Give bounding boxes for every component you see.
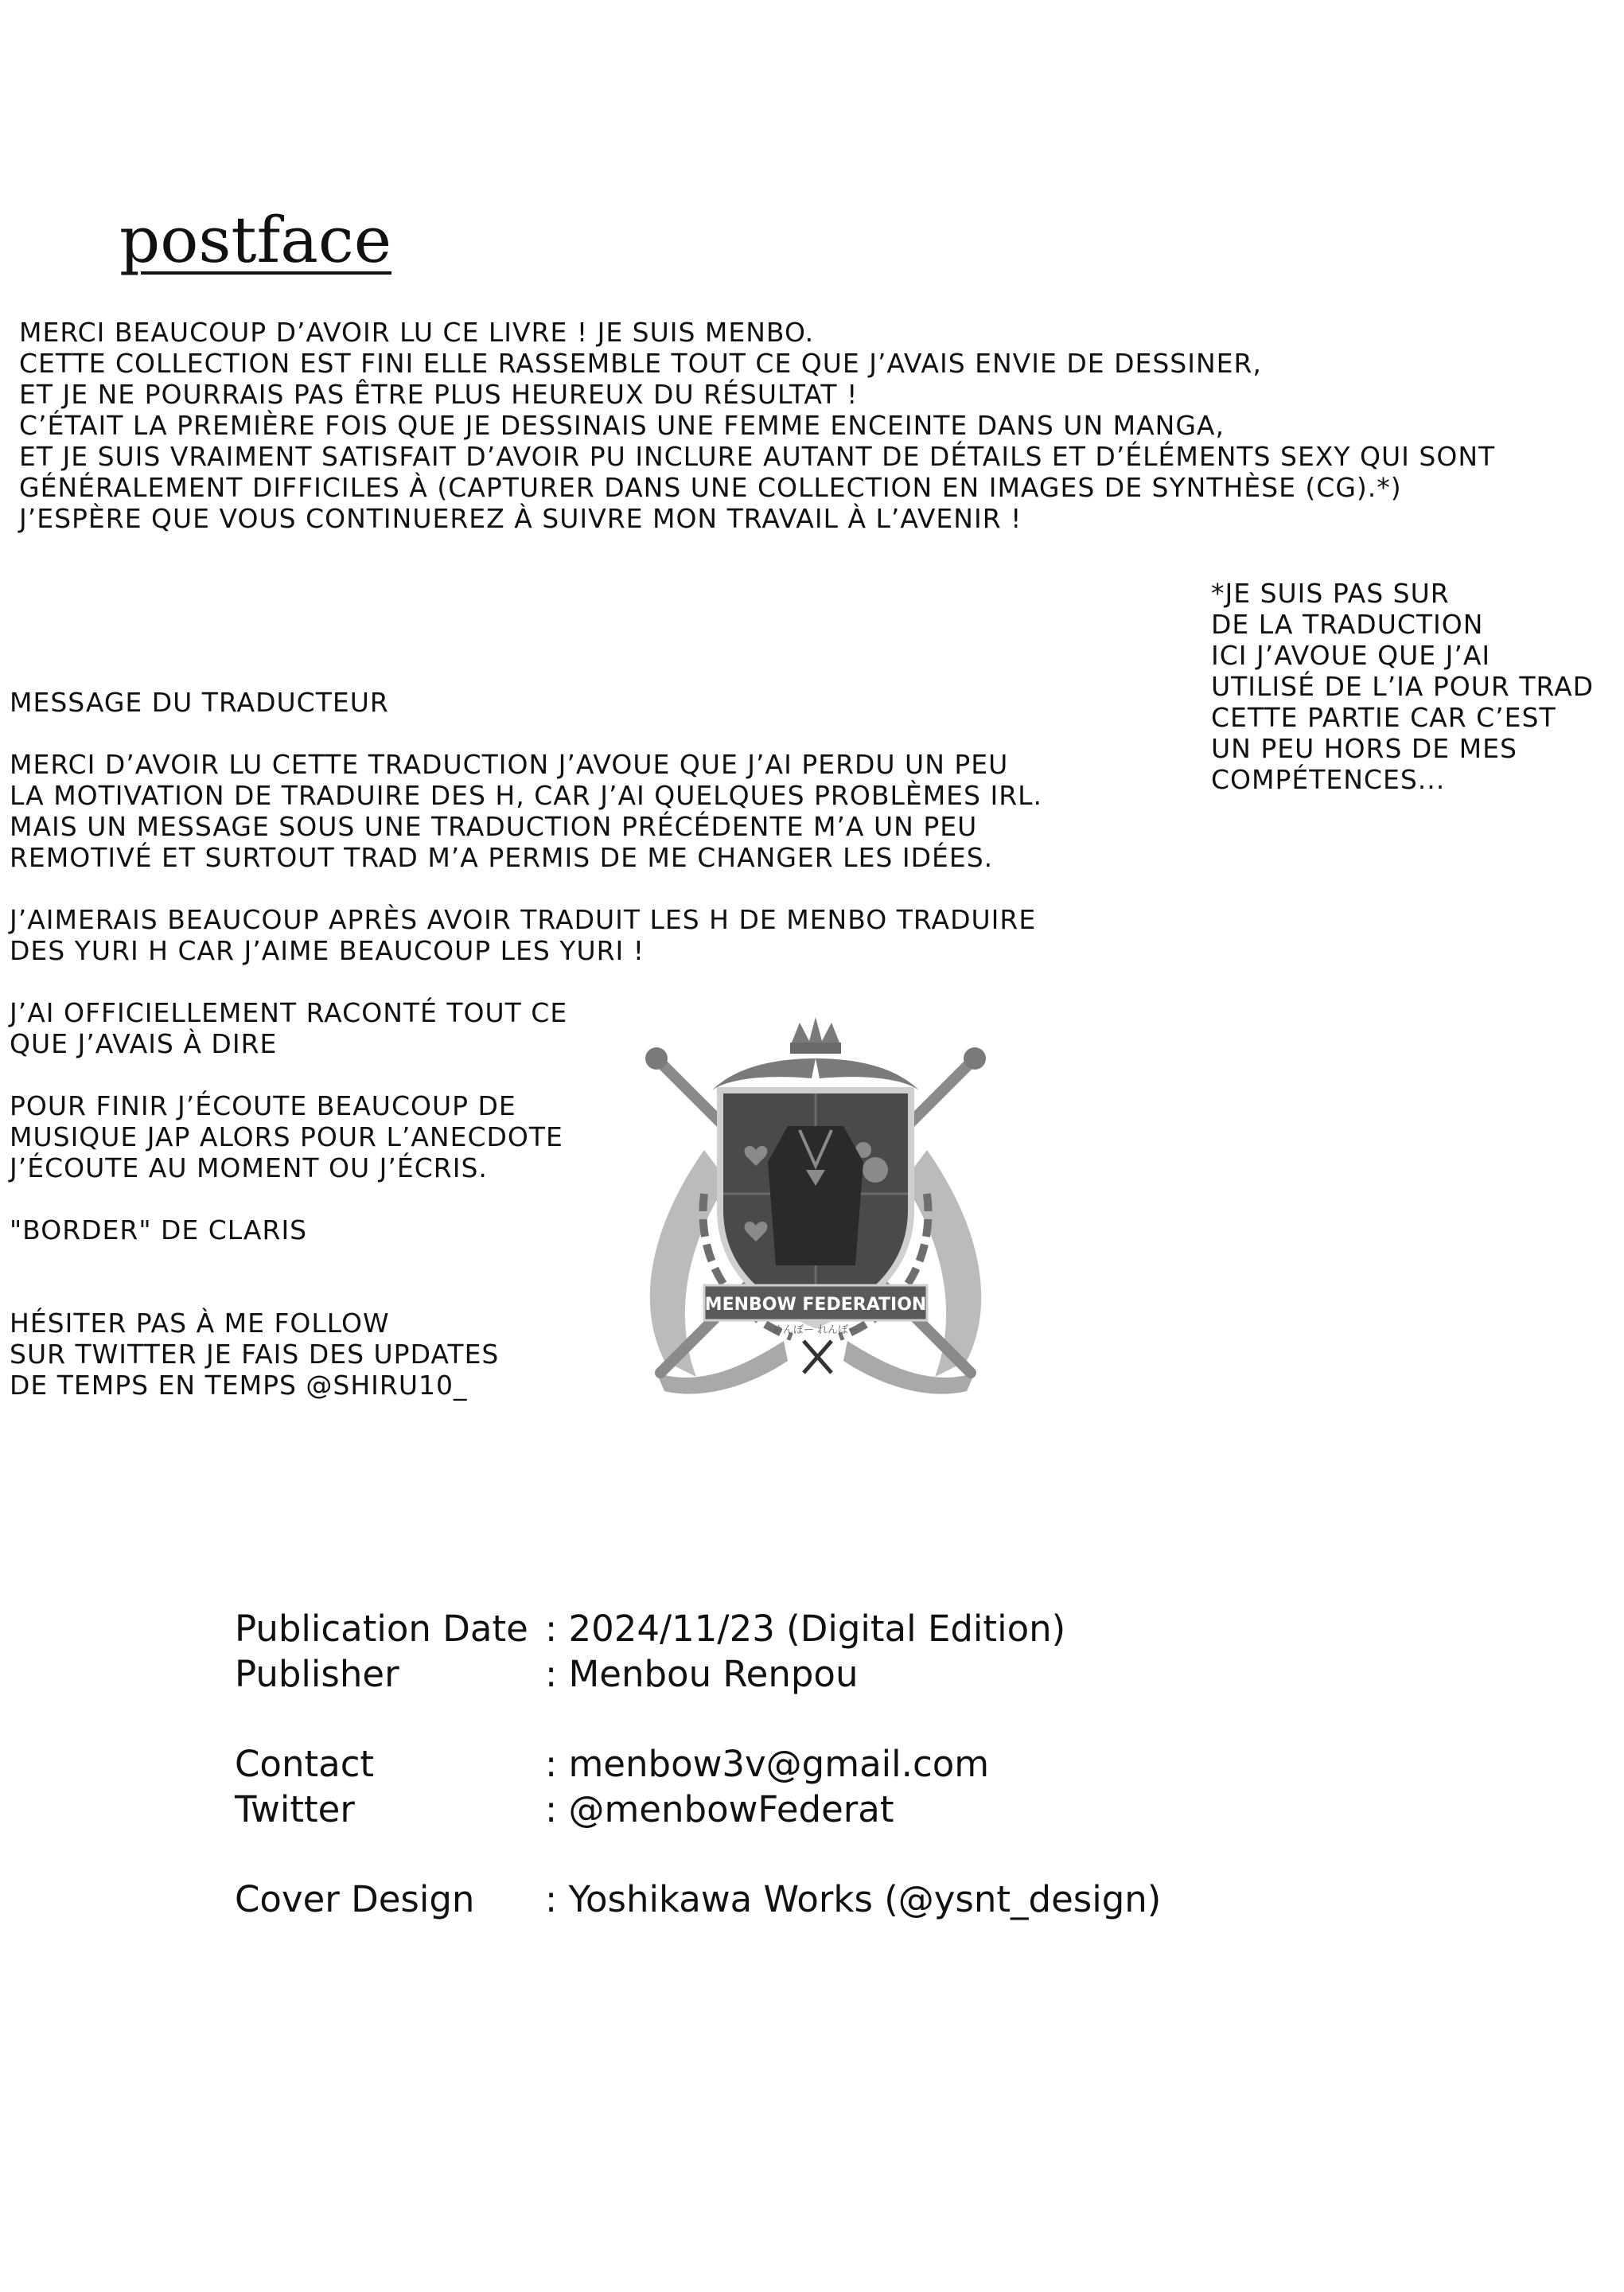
table-row: [235, 1651, 1161, 1697]
text-line: DE TEMPS EN TEMPS @SHIRU10_: [10, 1370, 468, 1401]
text-line: J’AIMERAIS BEAUCOUP APRÈS AVOIR TRADUIT LES H DE MENBO TRADUIRE: [10, 904, 1037, 935]
emblem-sub-text: めんぼー れんぼー: [772, 1324, 859, 1336]
text-line: ET JE SUIS VRAIMENT SATISFAIT D’AVOIR PU INCLURE AUTANT DE DÉTAILS ET D’ÉLÉMENTS SEXY QUI SONT: [19, 441, 1496, 472]
footnote-text: [1211, 578, 1594, 795]
info-value: : @menbowFederat: [545, 1788, 894, 1830]
publication-table: [235, 1606, 1161, 1922]
table-row: [235, 1877, 1161, 1922]
text-line: MAIS UN MESSAGE SOUS UNE TRADUCTION PRÉCÉDENTE M’A UN PEU: [10, 811, 978, 842]
table-row: [235, 1606, 1161, 1651]
text-line: MERCI BEAUCOUP D’AVOIR LU CE LIVRE ! JE SUIS MENBO.: [19, 317, 815, 348]
text-line: ET JE NE POURRAIS PAS ÊTRE PLUS HEUREUX DU RÉSULTAT !: [19, 379, 859, 410]
menbow-federation-emblem: [609, 1011, 1022, 1401]
info-value: : Menbou Renpou: [545, 1653, 859, 1695]
text-line: COMPÉTENCES...: [1211, 764, 1446, 795]
text-line: UN PEU HORS DE MES: [1211, 733, 1517, 764]
text-line: GÉNÉRALEMENT DIFFICILES À (CAPTURER DANS UNE COLLECTION EN IMAGES DE SYNTHÈSE (CG).*): [19, 472, 1402, 503]
table-row: [235, 1741, 1161, 1787]
postface-text: [19, 317, 1495, 534]
info-label: Publisher: [235, 1653, 399, 1695]
page-title: postface: [119, 203, 392, 277]
info-label: Contact: [235, 1743, 375, 1785]
info-value: : 2024/11/23 (Digital Edition): [545, 1608, 1066, 1650]
text-line: DE LA TRADUCTION: [1211, 609, 1484, 640]
row-spacer: [235, 1697, 1161, 1741]
table-row: [235, 1787, 1161, 1832]
text-line: HÉSITER PAS À ME FOLLOW: [10, 1308, 390, 1339]
text-line: *JE SUIS PAS SUR: [1211, 578, 1450, 609]
text-line: POUR FINIR J’ÉCOUTE BEAUCOUP DE: [10, 1090, 516, 1121]
info-value: : menbow3v@gmail.com: [545, 1743, 990, 1785]
text-line: CETTE COLLECTION EST FINI ELLE RASSEMBLE TOUT CE QUE J’AVAIS ENVIE DE DESSINER,: [19, 348, 1262, 379]
text-line: CETTE PARTIE CAR C’EST: [1211, 702, 1556, 733]
row-spacer: [235, 1832, 1161, 1877]
text-line: J’ESPÈRE QUE VOUS CONTINUEREZ À SUIVRE MON TRAVAIL À L’AVENIR !: [19, 503, 1022, 534]
publication-info: [235, 1606, 1161, 1922]
text-line: J’ÉCOUTE AU MOMENT OU J’ÉCRIS.: [10, 1152, 488, 1183]
text-line: ICI J’AVOUE QUE J’AI: [1211, 640, 1491, 671]
section-heading: MESSAGE DU TRADUCTEUR: [10, 687, 389, 718]
text-line: MERCI D’AVOIR LU CETTE TRADUCTION J’AVOUE QUE J’AI PERDU UN PEU: [10, 749, 1009, 780]
text-line: "BORDER" DE CLARIS: [10, 1214, 308, 1245]
text-line: MUSIQUE JAP ALORS POUR L’ANECDOTE: [10, 1121, 563, 1152]
text-line: REMOTIVÉ ET SURTOUT TRAD M’A PERMIS DE ME CHANGER LES IDÉES.: [10, 842, 994, 873]
info-label: Twitter: [235, 1788, 355, 1830]
text-line: SUR TWITTER JE FAIS DES UPDATES: [10, 1339, 500, 1370]
text-line: UTILISÉ DE L’IA POUR TRAD: [1211, 671, 1595, 702]
text-line: LA MOTIVATION DE TRADUIRE DES H, CAR J’AI QUELQUES PROBLÈMES IRL.: [10, 780, 1043, 811]
text-line: DES YURI H CAR J’AIME BEAUCOUP LES YURI !: [10, 935, 645, 966]
info-value: : Yoshikawa Works (@ysnt_design): [545, 1878, 1162, 1920]
info-label: Publication Date: [235, 1608, 528, 1650]
text-line: C’ÉTAIT LA PREMIÈRE FOIS QUE JE DESSINAIS UNE FEMME ENCEINTE DANS UN MANGA,: [19, 410, 1225, 441]
emblem-banner-text: MENBOW FEDERATION: [704, 1295, 927, 1315]
text-line: QUE J’AVAIS À DIRE: [10, 1028, 278, 1059]
text-line: J’AI OFFICIELLEMENT RACONTÉ TOUT CE: [10, 997, 568, 1028]
info-label: Cover Design: [235, 1878, 475, 1920]
